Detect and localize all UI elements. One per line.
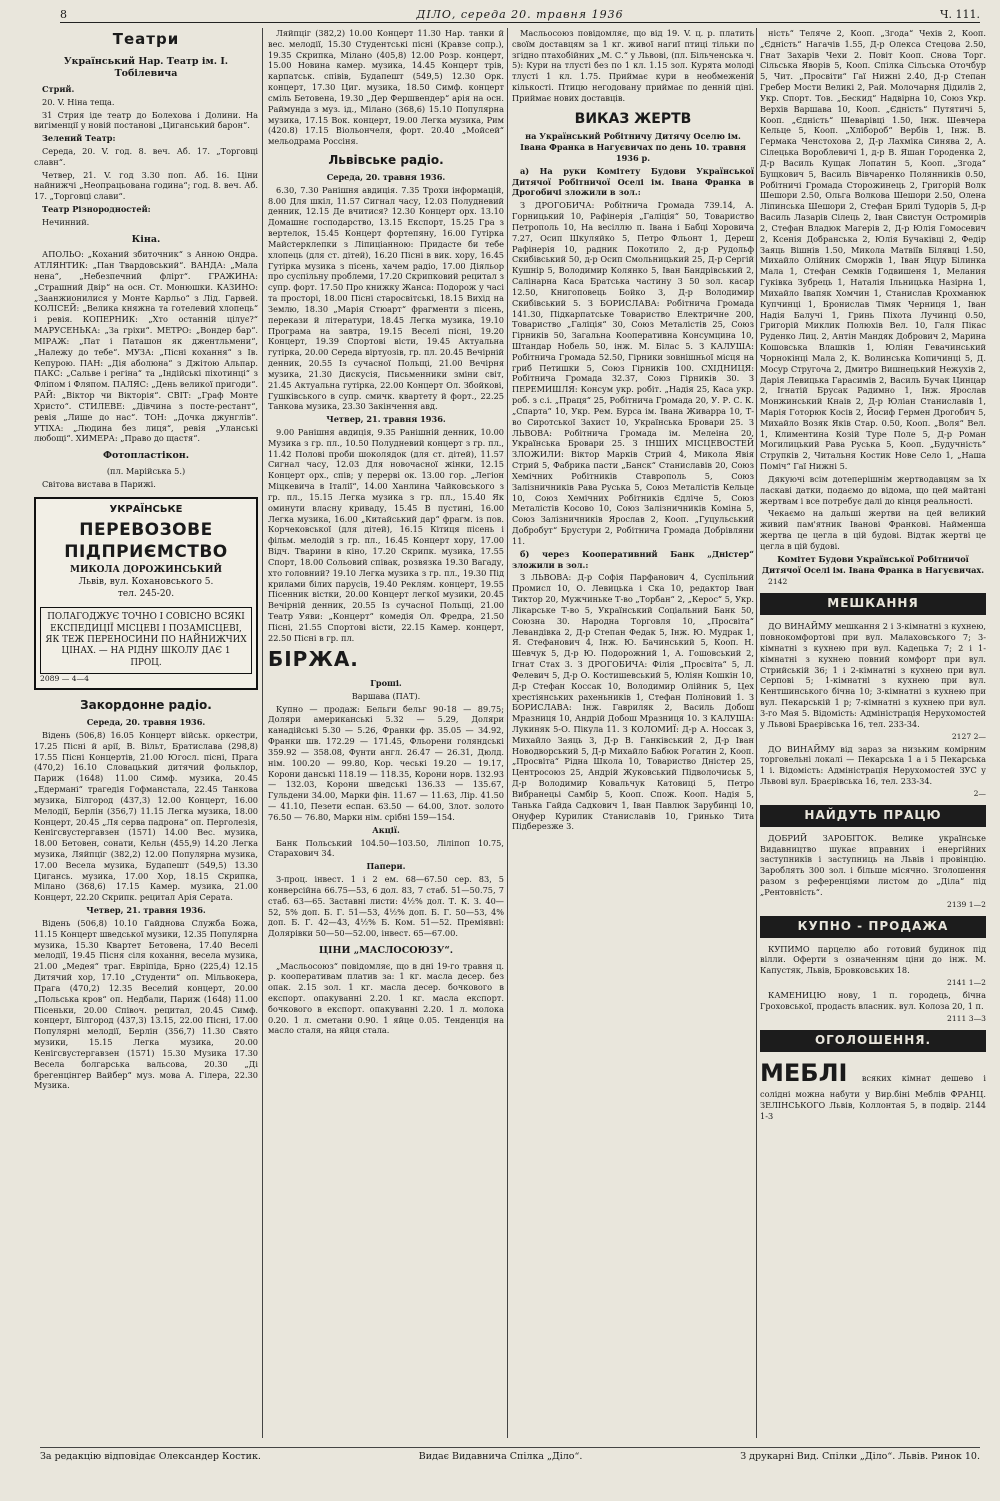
advert-top: УКРАЇНСЬКЕ — [109, 504, 183, 516]
photo-address: (пл. Марійська 5.) — [106, 465, 186, 476]
footer-editor: За редакцію відповідає Олександер Костик. — [40, 1451, 261, 1462]
housing-banner: МЕШКАННЯ — [760, 593, 986, 615]
committee-number: 2142 — [768, 577, 788, 587]
theatre-text: Четвер, 21. V. год 3.30 поп. Аб. 16. Ціни найнижчі „Неопрацьована година“; год. 8. веч. Аб. 17. „Торговці слави“. — [34, 169, 258, 202]
committee-signature: Комітет Будови Української Робітничої Дитячої Оселі ім. Івана Франка в Нагуєвичах. — [761, 553, 985, 575]
donations-heading: ВИКАЗ ЖЕРТВ — [574, 110, 692, 127]
radio-day: Четвер, 21. травня 1936. — [326, 414, 446, 425]
radio-program: Ляйпціг (382,2) 10.00 Концерт 11.30 Нар. танки й вес. мелодії, 15.30 Студентські пісні (Кравзе сопр.), 19.35 Скрипка, Мілано (405,8) 12.00 Розр. концерт, 15.00 Новина камер. музика, 14.45 Концерт трів, карпатськ. співів, Будапешт (549,5) 12.30 Орк. концерт, 17.30 Циг. музика, 18.50 Симф. концерт сміль Бетовена, 19.30 „Дер Фершвендер“ арія на осн. Раймунда з муз. ід., Мілано (368,6) 15.10 Популярна музика, 17.15 Вок. концерт, 19.00 Легка музика, Рим (420.8) 17.15 Віольончеля, форт. 20.40 „Мойсей“ мельодрама Россіня. — [268, 28, 504, 147]
theatre-text: З1 Стрия іде театр до Болехова і Долини. На вигіменції у новій постанові „Циганський барон“. — [34, 109, 258, 131]
donations-section: а) На руки Комітету Будови Української Дитячої Робітничої Оселі ім. Івана Франка в Дрогобичі зложили в зол.: — [512, 165, 754, 198]
section-heading-theatres: Театри — [112, 30, 180, 48]
page-header — [60, 6, 980, 23]
donations-list: ність“ Теляче 2, Кооп. „Згода“ Чехів 2, Кооп. „Єдність“ Нагачів 1.55, Д-р Олекса Стецова 2.50, Гнат Захарів Чехи 2. Повіт Кооп. Снова Торг. Сільська Яворів 5, Кооп. Спілка Сільська Оточбур 5, Чит. „Просвіти“ Гаї Нижні 2.40, Д-р Степан Гребер Мости Великі 2, Рай. Молочарня Дідилів 2, Укр. Спорт. Тов. „Бескид“ Надвірна 10, Союз Укр. Верхів Варшава 10, Кооп. „Єдність“ Путятичі 5, Кооп. „Єдність“ Шеварівці 1.50, Інж. Шевчера Кельце 5, Кооп. „Хлібороб“ Вербів 1, Інж. В. Гермака Ченстохова 2, Д-р Лахміка Синява 2, А. Сілецька Вороблевичі 1, д-р В. Яшан Городенка 2, Д-р Василь Кущак Лопатин 5, Кооп. „Згода“ Бущкович 5, Василь Вівчаренко Полянників 0.50, Робітничі Громада Сторожинець 2, Григорій Волк Шешори 2.50, Ольга Волкова Шешори 2.50, Олена Ліпинська Шешори 2, Стефан Брилі Тудорів 5, Д-р Василь Лазарів Сілець 2, Іван Свистун Остромирів 2, Стефан Владюк Магерів 2, Д-р Юлія Гомосевич 2, Ксенія Добранська 2, Юлія Бучаківці 2, Федір Заяць Вішнів 1.50, Микола Матвіїв Білявці 1.50, Михайло Олійник Сморжів 1, Іван Яцур Білинка Мала 1, Стефан Семків Годвишеня 1, Мелания Гуківка Зубрець 1, Наталія Ільницька Назірна 1, Михайло Івапяк Хомчин 1, Станислав Крохманюк Купчинці 1, Бронислав Тімяк Черниця 1, Іван Надія Балучі 1, Гринь Піхота Лучинці 0.50, Григорій Миклик Полюхів Вел. 10, Галя Пікас Руденко Лиц. 2, Антін Мандяк Добрович 2, Марина Кошовська Влашків 1, Юліян Гевачинський Чорнокінці Мала 2, К. Волинська Копичинці 5, Д. Мосур Стругоча 2, Дмитро Вишнецький Нежухів 2, Дарія Левицька Гарасимів 2, Василь Бучак Цинцар 2, Ігнатій Брусак Радимно 1, Інж. Ярослав Монжинський Кнаів 2, Д-р Юліан Станиславів 1, Марія Готорюк Косів 2, Йосиф Гермен Дрогобич 5, Михайло Возяк Яків Стар. 0.50, Кооп. „Воля“ Вел. 1, Климентина Козій Туре Поле 5, Д-р Роман Могилицький Рава Руська 5, Кооп. „Будучність“ Струпків 2, Читальня Костик Нове Село 1, „Наша Поміч“ Гаї Нижні 5. — [760, 28, 986, 472]
newspaper-title: ДІЛО, середа 20. травня 1936 — [416, 7, 624, 21]
theatre-text: Середа, 20. V. год. 8. веч. Аб. 17. „Торговці славн“. — [34, 146, 258, 167]
announcements-banner: ОГОЛОШЕННЯ. — [760, 1030, 986, 1052]
theatre-city: Стрий. — [42, 83, 75, 94]
furniture-heading: МЕБЛІ — [760, 1058, 848, 1087]
radio-day: Четвер, 21. травня 1936. — [86, 905, 206, 916]
prices-text: „Масльосоюз“ повідомляє, що в дні 19-го травня ц. р. кооперативам платив за: 1 кг. масла десер. без опак. 2.15 зол. 1 кг. масла десер. бочкового в експорт. опакуванні 2.20. 1 кг. масла експорт. бочкового в експорт. опакуванні 2.20. 1 л. молока 0.20. 1 л. сметани 0.90. 1 яйце 0.05. Тенденція на масло сталя, на яйця стала. — [268, 960, 504, 1036]
column-divider — [756, 28, 757, 1438]
theatre-title: Театр Різнородностей: — [42, 204, 151, 215]
ad-number: 2127 2— — [951, 731, 986, 741]
transport-advert — [34, 497, 258, 690]
page-number: 8 — [60, 7, 67, 21]
page-footer — [40, 1447, 980, 1467]
footer-publisher: Видає Видавнича Спілка „Діло“. — [418, 1451, 583, 1462]
donations-list: З ЛЬВОВА: Д-р Софія Парфанович 4, Суспільний Промисл 10, О. Левицька і Ска 10, редактор Іван Тиктор 20, Мужчиньке Т-во „Торбан“ 2, „Керос“ 5, Укр. Лікарське Т-во 5, Український Соціальний Банк 50, Союзна 30. Народна Торговля 10, „Просвіта“ Левандівка 2, Д-р Степан Федак 5, Інж. Ю. Мудрак 1, Я. Стефанович 4, Інж. Ю. Бачинський 5, Кооп. Н. Шевчук 5, Д-р Ю. Подорожний 1, А. Гошовський 2, Ігнат Стах 3. З ДРОГОБИЧА: Філія „Просвіта“ 5, Л. Фелевич 5, Д-р О. Костишевський 5, Юліян Кошкін 10, Д-р Стефан Коссак 10, Володимир Олійник 5, Цех хрестіянських рахеньників 1, Стефан Поліновий 1. З БОРИСЛАВА: Інж. Гавриляк 2, Василь Добош Мразниця 10, Андрій Добош Мразниця 10. З КАЛУША: Лукиняк 5-О. Пікула 11. З КОЛОМИЇ: Д-р А. Носсак 3, Михайло Заяць 3, Д-р В. Ганківський 2, Д-р Іван Новодворський 5, Д-р Михайло Бабюк Рогатин 2, Кооп. „Просвіта“ Рідна Школа 10, Товариство Дністер 25, Центросоюз 25, Андрій Жуковський Підволочиськ 5, Д-р Володимир Ковальчук Катовиці 5, Петро Вибранецьі Самбір 5, Кооп. Спож. Кооп. Надія 5, Танька Гайда Садкович 1, Іван Павлюк Зарубинці 10, Онуфер Курилик Станиславів 10, Гринько Тита Підберезже 3. — [512, 572, 754, 832]
ad-number: 2141 1—2 — [947, 978, 986, 987]
foreign-radio-heading: Закордонне радіо. — [80, 698, 212, 713]
advert-phone: тел. 245-20. — [117, 589, 175, 600]
theatre-text: 20. V. Ніна теща. — [42, 96, 115, 107]
housing-ad: ДО ВИНАЙМУ мешкання 2 і 3-кімнатні з кухнею, повнокомфортові при вул. Малаховського 7; 3-кімнатні з кухнею при вул. Кадецька 7; 2 і 1-кімнатні з кухнею повний комфорт при вул. Стрийській 36; 1 і 2-кімнатні з кухнею при вул. Серпові 5; 1-кімнатні з кухнею при вул. Кентшинського бічна 10; 3-кімнатні з кухнею при вул. Пекарській 1 р; 7-кімнатні з кухнею при вул. 3-го Мая 5. Відомість: Адміністрація Нерухомостей у Львові Браєрівська 16, тел. 233-34. — [760, 621, 986, 729]
theatre-text: Нечинний. — [42, 216, 90, 227]
cinema-heading: Кіна. — [131, 233, 161, 245]
photo-heading: Фотопластікон. — [102, 450, 190, 462]
advert-number: 2089 — 4—4 — [40, 674, 90, 684]
prices-heading: ЦІНИ „МАСЛОСОЮЗУ“. — [318, 944, 454, 956]
radio-program: Відень (506,8) 16.05 Концерт військ. оркестри, 17.25 Пісні й арії, В. Вільт, Братислава (298,8) 17.55 Пісні Концертів, 21.00 Югосл. пісні, Прага (470,2) 16.10 Словацький дитячий фольклор, Париж (1648) 11.00 Симф. музика, 20.45 „Едермані“ трагедія Гофманстала, 22.45 Танкова музика, Білгород (437,3) 12.00 Концерт, 16.00 Мелодії, Берлін (356,7) 11.15 Легка музика, 18.00 Концерт, 20.45 „Ля серва падрона“ оп. Перголезія, Кенігсвустергавзен (1571) 14.00 Вес. музика, 18.00 Бетовен, сонати, Кельн (455,9) 14.20 Легка музика, Ляйпціг (382,2) 12.00 Популярна музика, 17.00 Весела музика, Будапешт (549,5) 13.30 Цигансь. музика, 17.00 Хор, 18.15 Скрипка, Мілано (368,6) 17.15 Камер. музика, 21.00 Концерт, 22.20 Скрипк. рецитал Арія Серата. — [34, 729, 258, 903]
column-classifieds — [760, 28, 986, 1438]
money-rates: Купно — продаж: Бельги бельг 90-18 — 89.75; Доляри американські 5.32 — 5.29, Доляри канадійські 5.30 — 5.26, Франки фр. 35.05 — 34.92, Франки шв. 172.29 — 171.45, Фльорени голяндські 359.92 — 358.08, Фунти англ. 26.47 — 26.31, Дюлд. нім. 100.20 — 99.80, Кор. чеські 19.20 — 19.17, Корони данські 118.19 — 118.35, Корони норв. 132.93 — 132.03, Корони шведські 136.33 — 135.67, Гульдени 34.00, Марки фін. 11.67 — 11.63, Лір. 41.50 — 41.10, Пезети еспан. 63.50 — 64.00, Злот. золото 76.50 — 76.80, Марки нім. срібні 159—154. — [268, 703, 504, 822]
column-theatres — [34, 28, 258, 1438]
shares-heading: Акції. — [372, 824, 400, 835]
photo-text: Світова вистава в Парижі. — [42, 478, 156, 489]
radio-day: Середа, 20. травня 1936. — [86, 717, 206, 728]
jobs-ad: ДОБРИЙ ЗАРОБІТОК. Велике українське Видавництво шукає вправних і енергійних заступників і заступниць на Львів і провінцію. Зароблять 300 зол. і більше місячно. Зголошення разом з референціями листом до „Діла“ під „Рентовність“. — [760, 832, 986, 897]
theatre-title: Український Нар. Театр ім. І. Тобілевича — [63, 55, 229, 80]
buy-sell-ad: КАМЕНИЦЮ нову, 1 п. городець, бічна Гроховської, продасть власник. вул. Колоза 20, 1 п. — [760, 990, 986, 1011]
cinema-listings: АПОЛЬО: „Коханий збиточник“ з Анною Ондра. АТЛЯНТИК: „Пан Твардовський“. ВАНДА: „Мала нена“, „Небезпечний флірт“. ГРАЖИНА: „Страшний Двір“ на осн. Ст. Монюшки. КАЗИНО: „Заанжионилися у Монте Карльо“ з Лід. Гарвей. КОЛІСЕЙ: „Велика княжна та готелевий хлопець“ і ревія. КОПЕРНИК: „Хто останній цілує?“ МАРУСЕНЬКА: „За гріхи“. МЕТРО: „Вондер бар“. МІРАЖ: „Пат і Паташон як джентльмени“, „Належу до тебе“. МУЗА: „Пісні кохання“ з Ів. Кепурою. ПАН: „Дія аболюна“ з Джітою Альпар. ПАКС: „Сальве і регіна“ та „Індійські піхотинці“ з Фліпом і Фляпом. ПАЛЯС: „День великої пригоди“. РАЙ: „Віктор чи Вікторія“. СВІТ: „Граф Монте Христо“. СТИЛЕВЕ: „Дівчина з посте-рестант“, ревія „Лише до нас“. ТОН: „Дочка джунглів“. УТІХА: „Людина без лиця“, ревія „Уланські любощі“. ХИМЕРА: „Право до щастя“. — [34, 249, 258, 444]
maslosoyuz-notice: Масльосоюз повідомляє, що від 19. V. ц. р. платить своїм доставцям за 1 кг. живої нагиї птиці тільки по згідно птахобійних „М. С.“ у Львові, (пл. Більченська ч. 5): Кури на тлусті без по 1 кл. 1.15 зол. Курята молоді тлусті 1 кл. 1.75. Приймає кури в необмеженій кількості. Птицю негодовану приймає по денній ціні. Приймає нових доставців. — [512, 28, 754, 103]
advert-body: ПОЛАГОДЖУЄ ТОЧНО І СОВІСНО ВСЯКІ ЕКСПЕДИЦІЇ МІСЦЕВІ І ПОЗАМІСЦЕВІ, ЯК ТЕЖ ПЕРЕНОСИНИ ПО НАЙНИЖЧИХ ЦІНАХ. — НА РІДНУ ШКОЛУ ДАЄ 1 ПРОЦ. — [40, 607, 252, 674]
papers-text: 3-проц. інвест. 1 і 2 ем. 68—67.50 сер. 83, 5 конверсійна 66.75—53, 6 дол. 83, 7 стаб. 51—50.75, 7 стаб. 63—65. Заставні листи: 4½% дол. Т. К. З. 40—52, 5% доп. Б. Г. 51—53, 4½% доп. Б. Г. 50—53, 4% доп. Б. Г. 42—43, 4½% Б. Ком. 51—52. Преміявні: Долярівки 50—50—52.00, інвест. 65—67.00. — [268, 874, 504, 939]
issue-number: Ч. 111. — [940, 7, 980, 21]
jobs-banner: НАЙДУТЬ ПРАЦЮ — [760, 805, 986, 827]
lviv-radio-heading: Львівське радіо. — [328, 153, 444, 168]
shares-text: Банк Польський 104.50—103.50, Ліліпоп 10.75, Старахович 34. — [268, 837, 504, 859]
exchange-heading: БІРЖА. — [268, 646, 359, 671]
radio-day: Середа, 20. травня 1936. — [326, 171, 446, 182]
thanks-text: Дякуючі всім дотеперішнім жертводавцям за їх ласкаві датки, подаємо до відома, що цей майтані жертвам і все потребує далі до кінця реальності. — [760, 473, 986, 506]
advert-address: Львів, вул. Кохановського 5. — [78, 577, 214, 588]
donations-list: З ДРОГОБИЧА: Робітнича Громада 739.14, А. Горницький 10, Рафінерія „Галіція“ 50, Товариство Петрополь 10, На весіллю п. Івана і Бабці Хоровича 7.27, Осип Шкуляйко 5, Петро Фльонт 1, Дереш Рафінерія 10, радник Покотило 2, д-р Рудольф Скибівський 50, д-р Осип Смольницький 25, Д-р Сергій Кушнір 5, Володимир Колянко 5, Іван Бандрівський 2, Салінарна Каса Братська частину 3 50 зол. касар 12.50, Книгоповець Бойко 3, Д-р Володимир Скибівський 5. З БОРИСЛАВА: Робітнича Громада 141.30, Підкарпатське Товариство Електричне 200, Товариство „Галіція“ 30, Союз Металістів 25, Союз Гірників 50, Загальна Кооперативна Консумцина 10, Штандар Нобель 50, інж. М. Білас 5. З КАЛУША: Робітнича Громада 52.50, Гірники зовнішньої місця на гриб Петишки 5, Союз Гірників 100. СХІДНИЦЯ: Робітнича Громада 32.37, Союз Гірників 30. З ПЕРЕМИШЛЯ: Консум укр. робіт. „Надія 25, Каса укр. роб. з с.і. „Праця“ 25, Робітнича Громада 20, У. Р. С. К. „Спарта“ 10, Укр. Рем. Бурса ім. Івана Живарра 10, Т-во Сиротської Захист 10, Українська Бровари 25. З ЛЬВОВА: Робітнича Громада ім. Мелеіна 20, Українська Бровари 25. З ІНШИХ МІСЦЕВОСТЕЙ ЗЛОЖИЛИ: Віктор Марків Стрий 4, Микола Явія Стрий 5, Фабрика пасти „Банск“ Станиславів 20, Союз Хемічних Робітників Ставрополь 5, Союз Залізничників Рава Руська 5, Союз Металістів Кельце 10, Союз Хемічних Робітників Єдліче 5, Союз Металістів Косово 10, Союз Залізничників Коміна 5, Союз Залізничників Ярослав 2, Кооп. „Гуцульський Добробут“ Брустури 2, Робітнича Громада Добрівляни 11. — [512, 200, 754, 546]
ad-number: 2139 1—2 — [947, 899, 986, 909]
buy-sell-ad: КУПИМО парцелю або готовий будинок під вілли. Оферти з означенням ціни до інж. М. Капустяк, Львів, Бровковських 18. — [760, 943, 986, 976]
radio-program: 6.30, 7.30 Ранішня авдиція. 7.35 Трохи інформацій, 8.00 Для шкіл, 11.57 Сигнал часу, 12.03 Полудневий денник, 12.15 Де вчитися? 12.30 Концерт орх. 13.10 Домашнє господарство, 13.15 Експорт, 15.25 Гра з вертелок, 15.45 Концерт фортепяну, 16.00 Гутірка Майстерклепки з Ліпиціанною: Придасте би тебе хлопець (для ст. дітей), 16.20 Пісні в вик. хору, 16.45 Гутірка музика з пісень, хачем радіо, 17.00 Діяльор про суспільну проблеми, 17.20 Скрипковий рецитал з супр. форт. 17.50 Про книжку Жанса: Подорож у часі та просторі, 18.00 Пісні старосвітські, 18.15 Вихід на Землю, 18.30 „Марія Стюарт“ фрагменти з пісень, перекази й літератури, 18.45 Легка музика, 19.10 Програма на завтра, 19.15 Веселі пісні, 19.20 Концерт, 19.39 Спортові вісти, 19.45 Актуальна гутірка, 20.00 Середа віртуозів, гр. пл. 20.45 Вечірній денник, 20.55 Із сучасної Польщі, 21.00 Вечірня музика, 21.30 Дискусія, Письменники зміни світ, 21.45 Актуальна гутірка, 22.00 Концерт Ол. Збойкові, Гушківського в супр. смичк. квартету й форт., 22.25 Танкова музика, 23.30 Закінчення авд. — [268, 184, 504, 412]
column-divider — [507, 28, 508, 1438]
money-heading: Гроші. — [370, 677, 402, 688]
advert-name: МИКОЛА ДОРОЖИНСЬКИЙ — [70, 565, 222, 576]
column-divider — [262, 28, 263, 1438]
theatre-title: Зелений Театр: — [42, 133, 116, 144]
column-donations — [512, 28, 754, 1438]
ad-number: 2— — [973, 788, 986, 798]
buy-sell-banner: КУПНО - ПРОДАЖА — [760, 916, 986, 938]
radio-program: 9.00 Ранішня авдиція, 9.35 Ранішній денник, 10.00 Музика з гр. пл., 10.50 Полудневий концерт з гр. пл., 11.42 Полові проби шоколядок (для ст. дітей), 11.57 Сигнал часу, 12.03 Для новочасної жінки, 12.15 Концерт орх., спів; у перерві ок. 13.00 гор. „Легіон Міцкевича в Італії“, 14.00 Ханлина Чайковського з гр. пл., 15.15 Легка музика з гр. пл., 15.40 Як оминути власну криваду, 15.45 В пустині, 16.00 Легка музика, 16.00 „Китайський дар“ фрагм. із пов. Корчековської (для дітей), 16.15 Кітиця пісень і фільм. мелодій з гр. пл., 16.45 Концерт хору, 17.00 Відч. Тварини в кіно, 17.20 Скрипк. музика, 17.55 Спорт, 18.00 Сольовий співак, розвязка 19.30 Вагаду, хто головний? 19.10 Легка музика з гр. пл., 19.30 Під крилами білих парусів, 19.40 Реклям. концерт, 19.55 Пісенник вістки, 20.00 Концерт легкої музики, 20.45 Вечірній денник, 20.55 Із сучасної Польщі, 21.00 Театр Уяви: „Концерт“ комедія Ол. Фредра, 21.50 Пісні, 21.55 Спортові вісти, 22.15 Камер. концерт, 22.50 Пісні в гр. пл. — [268, 426, 504, 643]
money-source: Варшава (ПАТ). — [351, 690, 421, 701]
donations-section: б) через Кооперативний Банк „Дністер“ зложили в зол.: — [512, 548, 754, 570]
papers-heading: Папери. — [366, 861, 406, 872]
advert-heading: ПЕРЕВОЗОВЕ ПІДПРИЄМСТВО — [64, 519, 228, 563]
radio-program: Відень (506,8) 10.10 Гайднова Служба Божа, 11.15 Концерт шведської музики, 12.35 Популярна музика, 15.30 Квартет Бетовена, 17.40 Веселі мелодії, 19.45 Пісня сіля кохання, весела музика, 21.00 „Медея“ траг. Евріпіда, Брно (225,4) 12.15 Дитячий хор, 17.10 „Студенти“ оп. Мільвокера, Прага (470,2) 12.35 Веселий концерт, 20.00 „Польська кров“ оп. Недбали, Париж (1648) 11.00 Пісеньки, 20.00 Співоч. рецитал, 20.45 Симф. концерт, Білгород (437,3) 13.15, 22.00 Пісні, 17.00 Популярні мелодії, Берлін (356,7) 11.30 Свято музики, 15.15 Легка музика, 20.00 Кенігсвустергавзен (1571) 15.30 Музика 17.30 Весела болгарська вальсова, 20.30 „Ді брегенцінгер Вайбер“ муз. мова А. Гілера, 22.30 Музика. — [34, 917, 258, 1091]
furniture-ad — [760, 1058, 986, 1122]
thanks-text: Чекаємо на дальші жертви на цей великий живий пам'ятник Іванові Франкові. Найменша жертва це цегла в цій будові. Відтак жертві це цегла в цій будові. — [760, 508, 986, 551]
donations-subheading: на Український Робітничу Дитячу Оселю ім. Івана Франка в Нагуєвичах по день 10. травня 1936 р. — [520, 131, 746, 163]
column-radio-exchange — [268, 28, 504, 1438]
ad-number: 2111 3—3 — [947, 1013, 986, 1023]
housing-ad: ДО ВИНАЙМУ від зараз за низьким комірним торговельні локалі — Пекарська 1 а і 5 Пекарська 1 і. Відомість: Адміністрація Нерухомостей ЗУС у Львові вул. Браєрівська 16, тел. 233-34. — [760, 743, 986, 787]
furniture-text: всяких кімнат дешево і солідні можна набути у Вир.біні Меблів ФРАНЦ. ЗЕЛІНСЬКОГО Львів, Коллонтая 5, в подвір. 2144 1-3 — [760, 1072, 986, 1121]
footer-printer: З друкарні Вид. Спілки „Діло“. Львів. Ринок 10. — [740, 1451, 980, 1462]
